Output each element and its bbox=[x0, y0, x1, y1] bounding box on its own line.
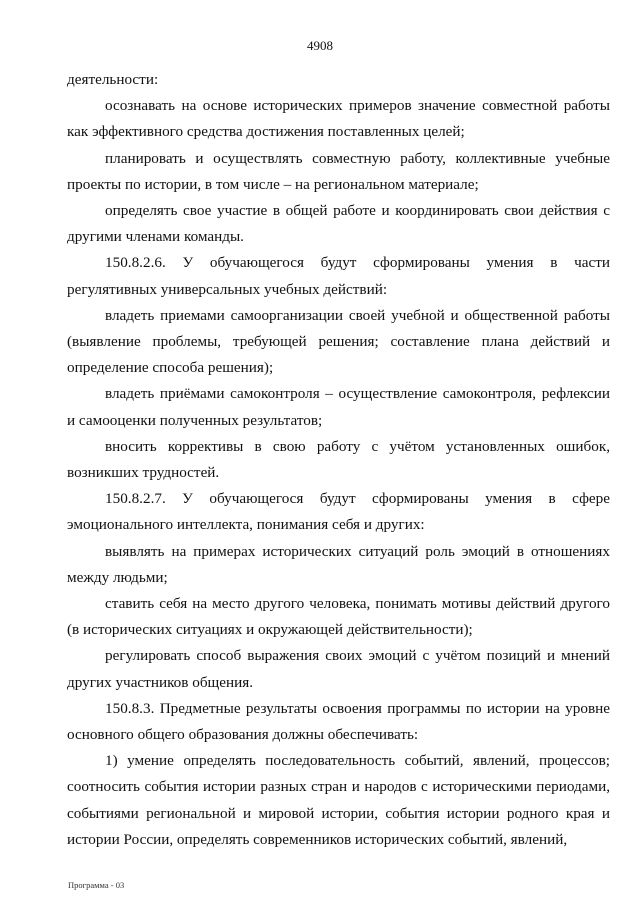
paragraph: определять свое участие в общей работе и координировать свои действия с другими членами команды. bbox=[67, 202, 610, 246]
paragraph: ставить себя на место другого человека, понимать мотивы действий другого (в исторических ситуациях и окружающей действительности); bbox=[67, 595, 610, 639]
page-number: 4908 bbox=[307, 38, 333, 53]
paragraph: выявлять на примерах исторических ситуаций роль эмоций в отношениях между людьми; bbox=[67, 542, 610, 586]
paragraph: регулировать способ выражения своих эмоций с учётом позиций и мнений других участников общения. bbox=[67, 647, 610, 691]
paragraph: 150.8.3. Предметные результаты освоения программы по истории на уровне основного общего образования должны обеспечивать: bbox=[67, 699, 610, 744]
paragraph: осознавать на основе исторических примеров значение совместной работы как эффективного средства достижения поставленных целей; bbox=[67, 97, 610, 141]
paragraph: вносить коррективы в свою работу с учётом установленных ошибок, возникших трудностей. bbox=[67, 437, 610, 482]
paragraph: планировать и осуществлять совместную работу, коллективные учебные проекты по истории, в том числе – на региональном материале; bbox=[67, 149, 610, 193]
paragraph: 150.8.2.7. У обучающегося будут сформированы умения в сфере эмоционального интеллекта, понимания себя и других: bbox=[67, 490, 610, 534]
paragraph: владеть приёмами самоконтроля – осуществление самоконтроля, рефлексии и самооценки полученных результатов; bbox=[67, 385, 610, 429]
paragraph: 1) умение определять последовательность событий, явлений, процессов; соотносить события истории разных стран и народов с историческими периодами, событиями региональной и мировой истории, события истории родного края и истории России, определять современников исторических событий, явлений, bbox=[67, 752, 610, 848]
paragraph: 150.8.2.6. У обучающегося будут сформированы умения в части регулятивных универсальных учебных действий: bbox=[67, 254, 610, 298]
document-body bbox=[67, 67, 610, 853]
paragraph: владеть приемами самоорганизации своей учебной и общественной работы (выявление проблемы, требующей решения; составление плана действий и определение способа решения); bbox=[67, 306, 610, 377]
footer-label: Программа - 03 bbox=[68, 880, 125, 890]
paragraph: деятельности: bbox=[67, 71, 159, 88]
